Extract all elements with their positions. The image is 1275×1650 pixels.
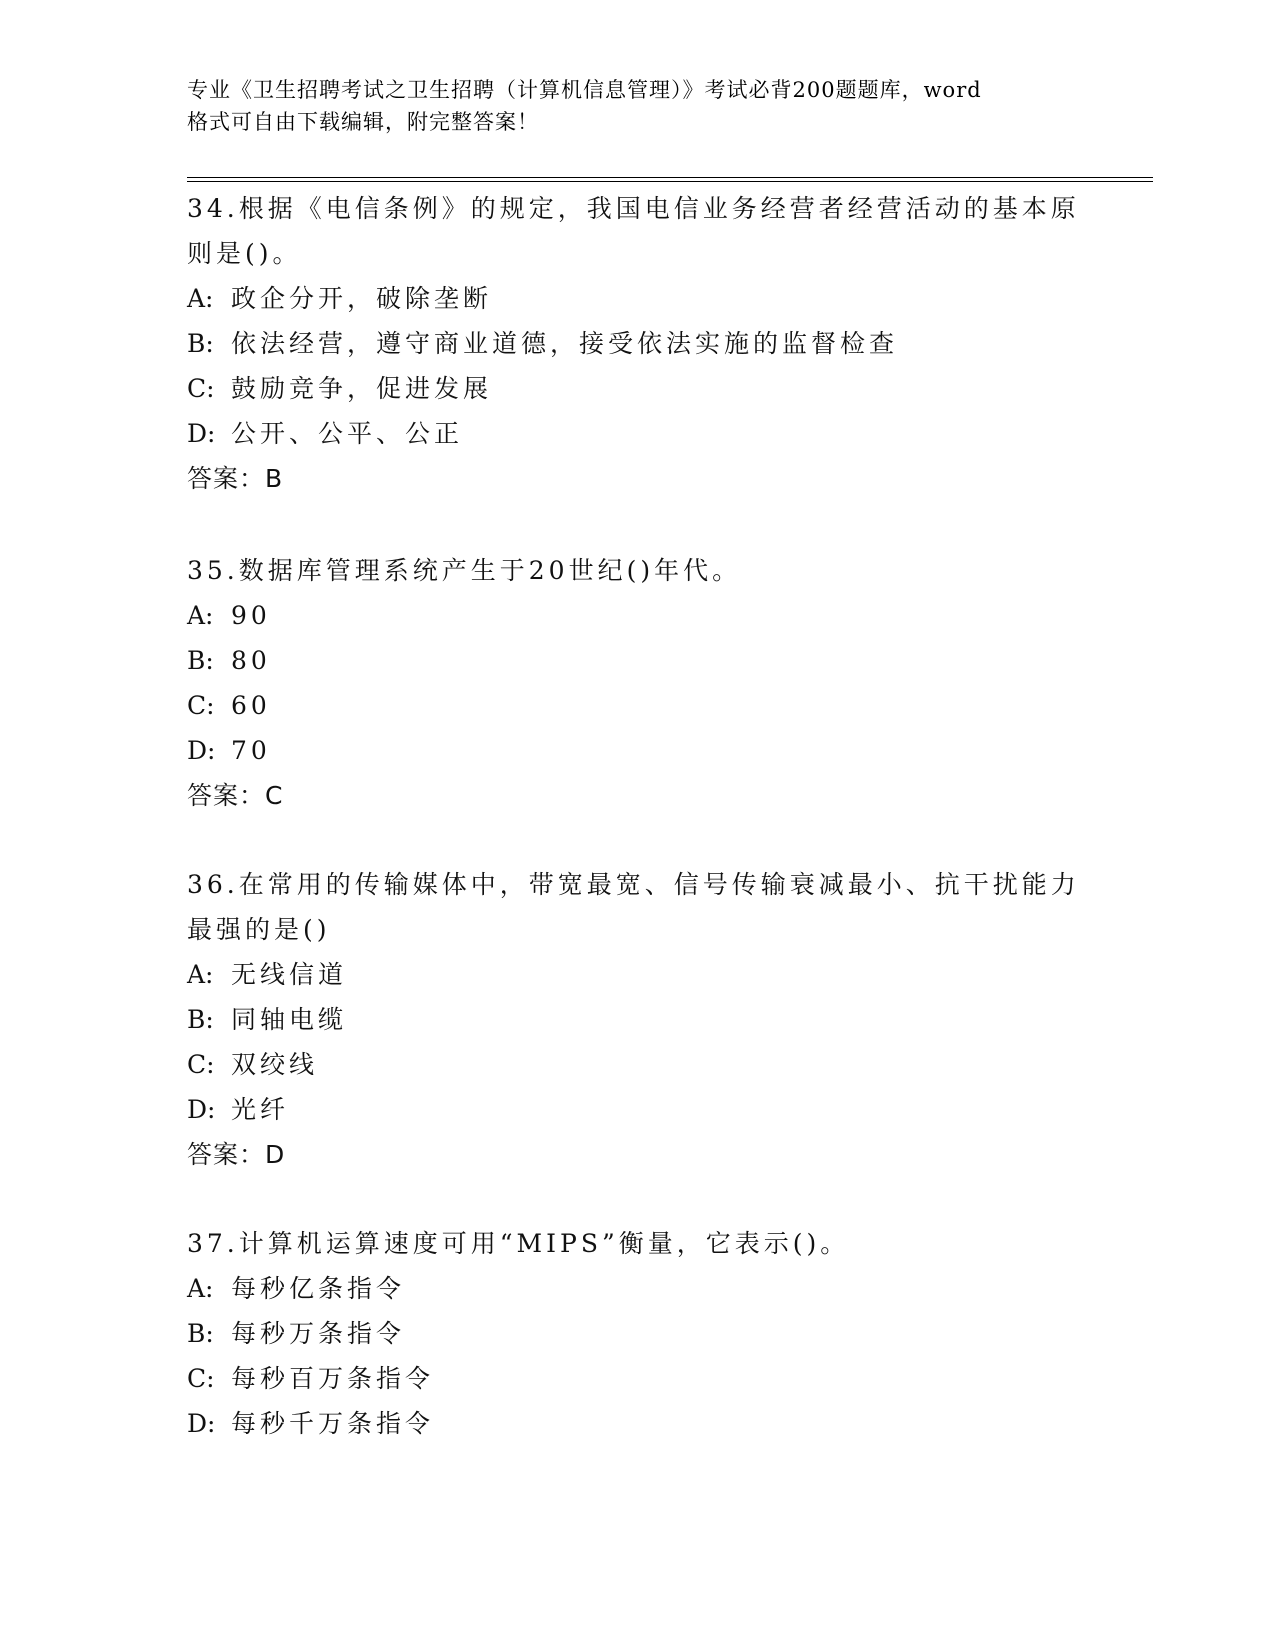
option-label: A: <box>187 284 214 313</box>
question-34 <box>187 186 1087 501</box>
option-text: 90 <box>231 601 271 630</box>
question-stem-line: 34.根据《电信条例》的规定，我国电信业务经营者经营活动的基本原 <box>187 194 1080 223</box>
option-a <box>187 1266 1087 1311</box>
option-text: 政企分开，破除垄断 <box>231 284 493 313</box>
option-label: C: <box>187 1050 215 1079</box>
option-text: 光纤 <box>231 1095 290 1124</box>
question-stem-line: 35.数据库管理系统产生于20世纪()年代。 <box>187 556 742 585</box>
option-d <box>187 1087 1087 1132</box>
option-text: 60 <box>231 691 271 720</box>
document-header <box>187 74 1087 138</box>
question-36 <box>187 862 1087 1177</box>
option-text: 每秒亿条指令 <box>231 1274 406 1303</box>
option-label: A: <box>187 960 214 989</box>
header-line-1: 专业《卫生招聘考试之卫生招聘（计算机信息管理）》考试必背200题题库，word <box>187 78 982 102</box>
option-d <box>187 728 1087 773</box>
option-label: D: <box>187 736 216 765</box>
option-b <box>187 997 1087 1042</box>
option-a <box>187 952 1087 997</box>
answer-line: 答案：D <box>187 1140 286 1169</box>
option-label: C: <box>187 374 215 403</box>
option-text: 每秒百万条指令 <box>231 1364 435 1393</box>
question-stem-line: 最强的是() <box>187 915 331 944</box>
header-divider-bottom <box>187 181 1153 182</box>
option-d <box>187 1401 1087 1446</box>
option-label: A: <box>187 601 214 630</box>
option-text: 80 <box>231 646 271 675</box>
header-divider-top <box>187 177 1153 178</box>
option-b <box>187 638 1087 683</box>
option-d <box>187 411 1087 456</box>
option-label: D: <box>187 419 216 448</box>
option-text: 双绞线 <box>231 1050 319 1079</box>
answer-line: 答案：C <box>187 781 284 810</box>
option-c <box>187 1042 1087 1087</box>
option-text: 每秒万条指令 <box>231 1319 406 1348</box>
option-b <box>187 1311 1087 1356</box>
option-text: 公开、公平、公正 <box>231 419 464 448</box>
option-text: 鼓励竞争，促进发展 <box>231 374 493 403</box>
option-text: 依法经营，遵守商业道德，接受依法实施的监督检查 <box>231 329 899 358</box>
option-label: A: <box>187 1274 214 1303</box>
option-a <box>187 276 1087 321</box>
option-label: B: <box>187 1005 214 1034</box>
option-label: C: <box>187 1364 215 1393</box>
option-text: 70 <box>231 736 271 765</box>
option-label: B: <box>187 646 214 675</box>
question-stem-line: 则是()。 <box>187 239 302 268</box>
option-a <box>187 593 1087 638</box>
header-line-2: 格式可自由下载编辑，附完整答案！ <box>187 110 539 134</box>
option-label: D: <box>187 1409 216 1438</box>
option-label: B: <box>187 329 214 358</box>
option-c <box>187 683 1087 728</box>
option-c <box>187 1356 1087 1401</box>
option-label: C: <box>187 691 215 720</box>
question-stem-line: 36.在常用的传输媒体中，带宽最宽、信号传输衰减最小、抗干扰能力 <box>187 870 1080 899</box>
option-c <box>187 366 1087 411</box>
question-35 <box>187 548 1087 818</box>
option-text: 无线信道 <box>231 960 348 989</box>
option-label: D: <box>187 1095 216 1124</box>
option-text: 同轴电缆 <box>231 1005 348 1034</box>
answer-line: 答案：B <box>187 464 284 493</box>
question-stem-line: 37.计算机运算速度可用“MIPS”衡量，它表示()。 <box>187 1229 850 1258</box>
option-text: 每秒千万条指令 <box>231 1409 435 1438</box>
question-37 <box>187 1221 1087 1446</box>
option-b <box>187 321 1087 366</box>
option-label: B: <box>187 1319 214 1348</box>
